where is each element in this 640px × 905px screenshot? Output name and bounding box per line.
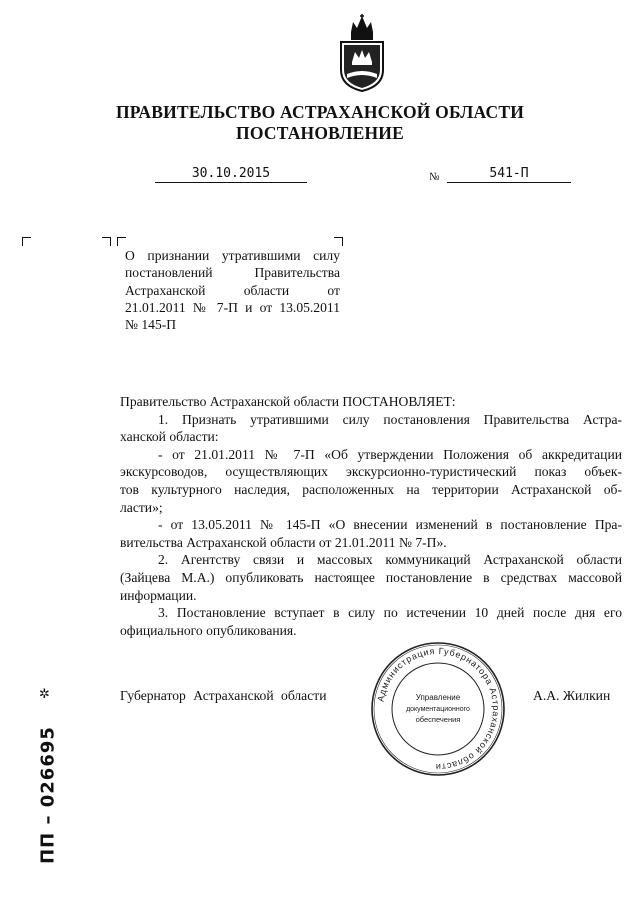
organization-title: ПРАВИТЕЛЬСТВО АСТРАХАНСКОЙ ОБЛАСТИ xyxy=(115,102,525,122)
seal-center-line: Управление xyxy=(415,693,461,702)
seal-center-line: документационного xyxy=(406,706,470,713)
corner-mark xyxy=(22,237,31,246)
body-line: тов культурного наследия, расположенных на территории Астраханской об- xyxy=(120,481,622,497)
subject-line: постановлений Правительства xyxy=(125,265,340,281)
body-line: официального опубликования. xyxy=(120,622,297,638)
subject-line: № 145-П xyxy=(125,317,177,333)
corner-mark xyxy=(334,237,343,246)
document-date: 30.10.2015 xyxy=(155,166,307,183)
body-line: 1. Признать утратившими силу постановления Правительства Астра- xyxy=(158,411,622,427)
body-line: 2. Агентству связи и массовых коммуникаций Астраханской области xyxy=(158,552,622,568)
document-type-title: ПОСТАНОВЛЕНИЕ xyxy=(236,123,404,143)
document-number: 541-П xyxy=(447,166,571,183)
corner-mark xyxy=(117,237,126,246)
seal-ring-text: Администрация Губернатора Астраханской области xyxy=(375,645,502,773)
document-body xyxy=(120,393,622,639)
body-line: 3. Постановление вступает в силу по истечении 10 дней после дня его xyxy=(158,605,622,621)
signatory-name: А.А. Жилкин xyxy=(533,688,611,703)
body-line: - от 21.01.2011 № 7-П «Об утверждении Положения об аккредитации xyxy=(158,446,622,462)
corner-mark xyxy=(102,237,111,246)
body-line: Правительство Астраханской области ПОСТАНОВЛЯЕТ: xyxy=(120,394,456,409)
body-line: (Зайцева М.А.) опубликовать настоящее постановление в средствах массовой xyxy=(120,569,622,585)
signatory-position: Губернатор Астраханской области xyxy=(120,688,327,703)
subject-line: О признании утратившими силу xyxy=(125,248,340,263)
coat-of-arms-icon xyxy=(333,14,391,92)
side-asterisk-icon: ✲ xyxy=(39,687,50,702)
body-line: - от 13.05.2011 № 145-П «О внесении изменений в постановление Пра- xyxy=(158,517,622,533)
body-line: вительства Астраханской области от 21.01.2011 № 7-П». xyxy=(120,534,447,550)
seal-center-line: обеспечения xyxy=(415,715,461,724)
number-label: № xyxy=(429,171,440,183)
document-subject xyxy=(125,247,340,333)
body-line: информации. xyxy=(120,587,197,603)
subject-line: 21.01.2011 № 7-П и от 13.05.2011 xyxy=(125,299,340,315)
serial-number-stamp: ПП – 026695 xyxy=(37,726,59,864)
official-seal-icon xyxy=(369,640,507,778)
body-line: экскурсоводов, осуществляющих экскурсионно-туристический показ объек- xyxy=(120,464,622,480)
body-line: ласти»; xyxy=(120,499,163,515)
body-line: ханской области: xyxy=(120,429,219,445)
subject-line: Астраханской области от xyxy=(125,282,340,298)
